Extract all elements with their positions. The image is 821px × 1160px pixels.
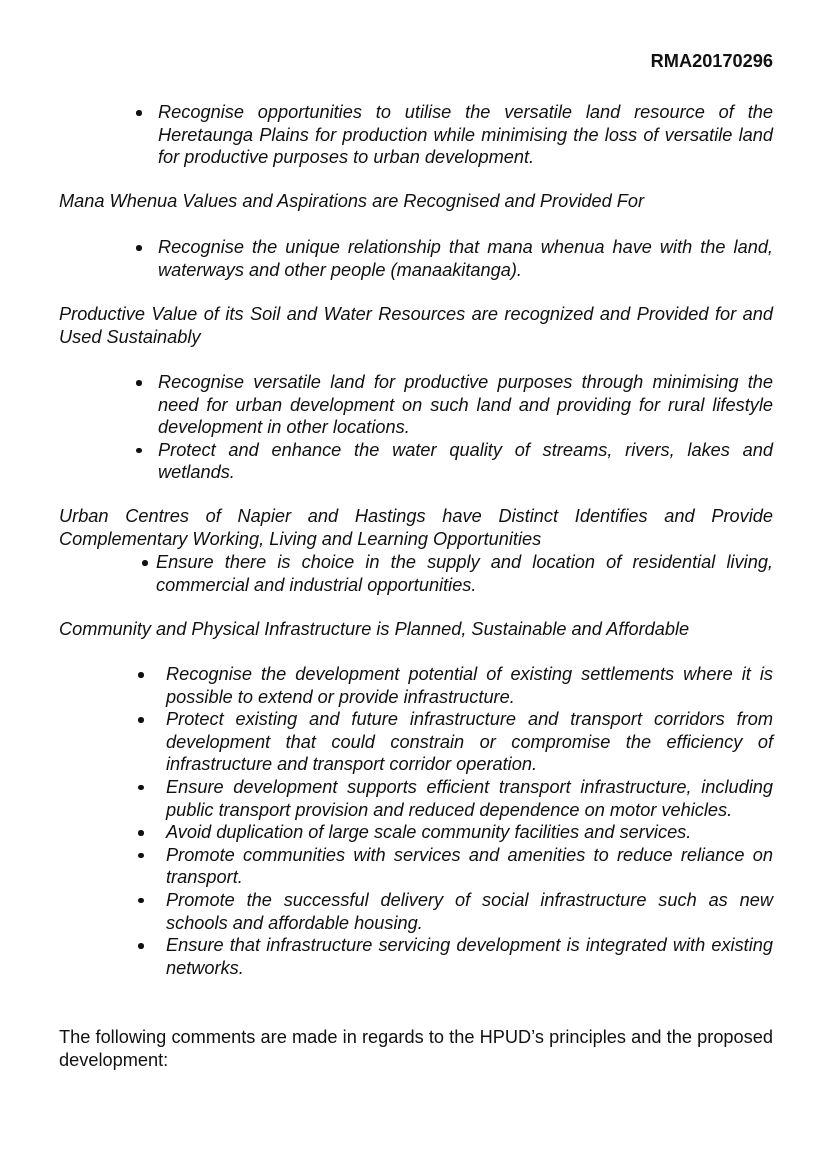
bullet-icon [138,672,144,678]
list-item-text: Avoid duplication of large scale community facilities and services. [166,822,692,843]
bullet-icon [138,830,144,836]
bullet-list-versatile-land [59,101,773,169]
bullet-icon [138,943,144,949]
bullet-icon [138,785,144,791]
list-item [59,844,773,889]
list-item-text: Protect existing and future infrastructure and transport corridors from development that could constrain or compromise the efficiency of infrastructure and transport corridor operation. [166,709,773,775]
bullet-icon [138,717,144,723]
bullet-list-mana-whenua [59,236,773,281]
list-item-text: Ensure that infrastructure servicing development is integrated with existing networks. [166,935,773,978]
section-heading-urban-centres: Urban Centres of Napier and Hastings have Distinct Identifies and Provide Complementary Working, Living and Learning Opportunities [59,506,773,549]
list-item-text: Promote the successful delivery of social infrastructure such as new schools and affordable housing. [166,889,773,933]
bullet-icon [136,110,142,116]
bullet-icon [138,853,144,859]
reference-number: RMA20170296 [650,51,773,71]
bullet-icon [142,560,148,566]
list-item-text: Protect and enhance the water quality of streams, rivers, lakes and wetlands. [158,439,773,483]
bullet-list-productive-value [59,371,773,484]
list-item [59,101,773,169]
section-heading-productive-value: Productive Value of its Soil and Water Resources are recognized and Provided for and Used Sustainably [59,304,773,347]
list-item [59,551,773,596]
closing-paragraph: The following comments are made in regards to the HPUD’s principles and the proposed development: [59,1027,773,1070]
list-item-text: Recognise versatile land for productive purposes through minimising the need for urban development on such land and providing for rural lifestyle development in other locations. [158,372,773,438]
list-item [59,708,773,776]
list-item [59,889,773,934]
list-item [59,934,773,979]
list-item [59,371,773,439]
list-item [59,663,773,708]
bullet-icon [138,898,144,904]
list-item [59,236,773,281]
list-item-text: Recognise the unique relationship that mana whenua have with the land, waterways and other people (manaakitanga). [158,237,773,280]
list-item [59,776,773,821]
section-heading-mana-whenua: Mana Whenua Values and Aspirations are Recognised and Provided For [59,191,645,211]
list-item-text: Ensure development supports efficient transport infrastructure, including public transport provision and reduced dependence on motor vehicles. [166,776,773,820]
bullet-list-urban-centres [59,551,773,596]
section-heading-infrastructure: Community and Physical Infrastructure is Planned, Sustainable and Affordable [59,619,690,639]
list-item-text: Recognise the development potential of existing settlements where it is possible to extend or provide infrastructure. [166,664,773,707]
bullet-icon [136,448,142,454]
list-item-text: Ensure there is choice in the supply and location of residential living, commercial and industrial opportunities. [156,552,773,595]
bullet-icon [136,380,142,386]
list-item [59,439,773,484]
bullet-list-infrastructure [59,663,773,979]
list-item-text: Promote communities with services and amenities to reduce reliance on transport. [166,844,773,888]
list-item [59,821,773,844]
list-item-text: Recognise opportunities to utilise the versatile land resource of the Heretaunga Plains for production while minimising the loss of versatile land for productive purposes to urban development. [158,102,773,168]
bullet-icon [136,245,142,251]
